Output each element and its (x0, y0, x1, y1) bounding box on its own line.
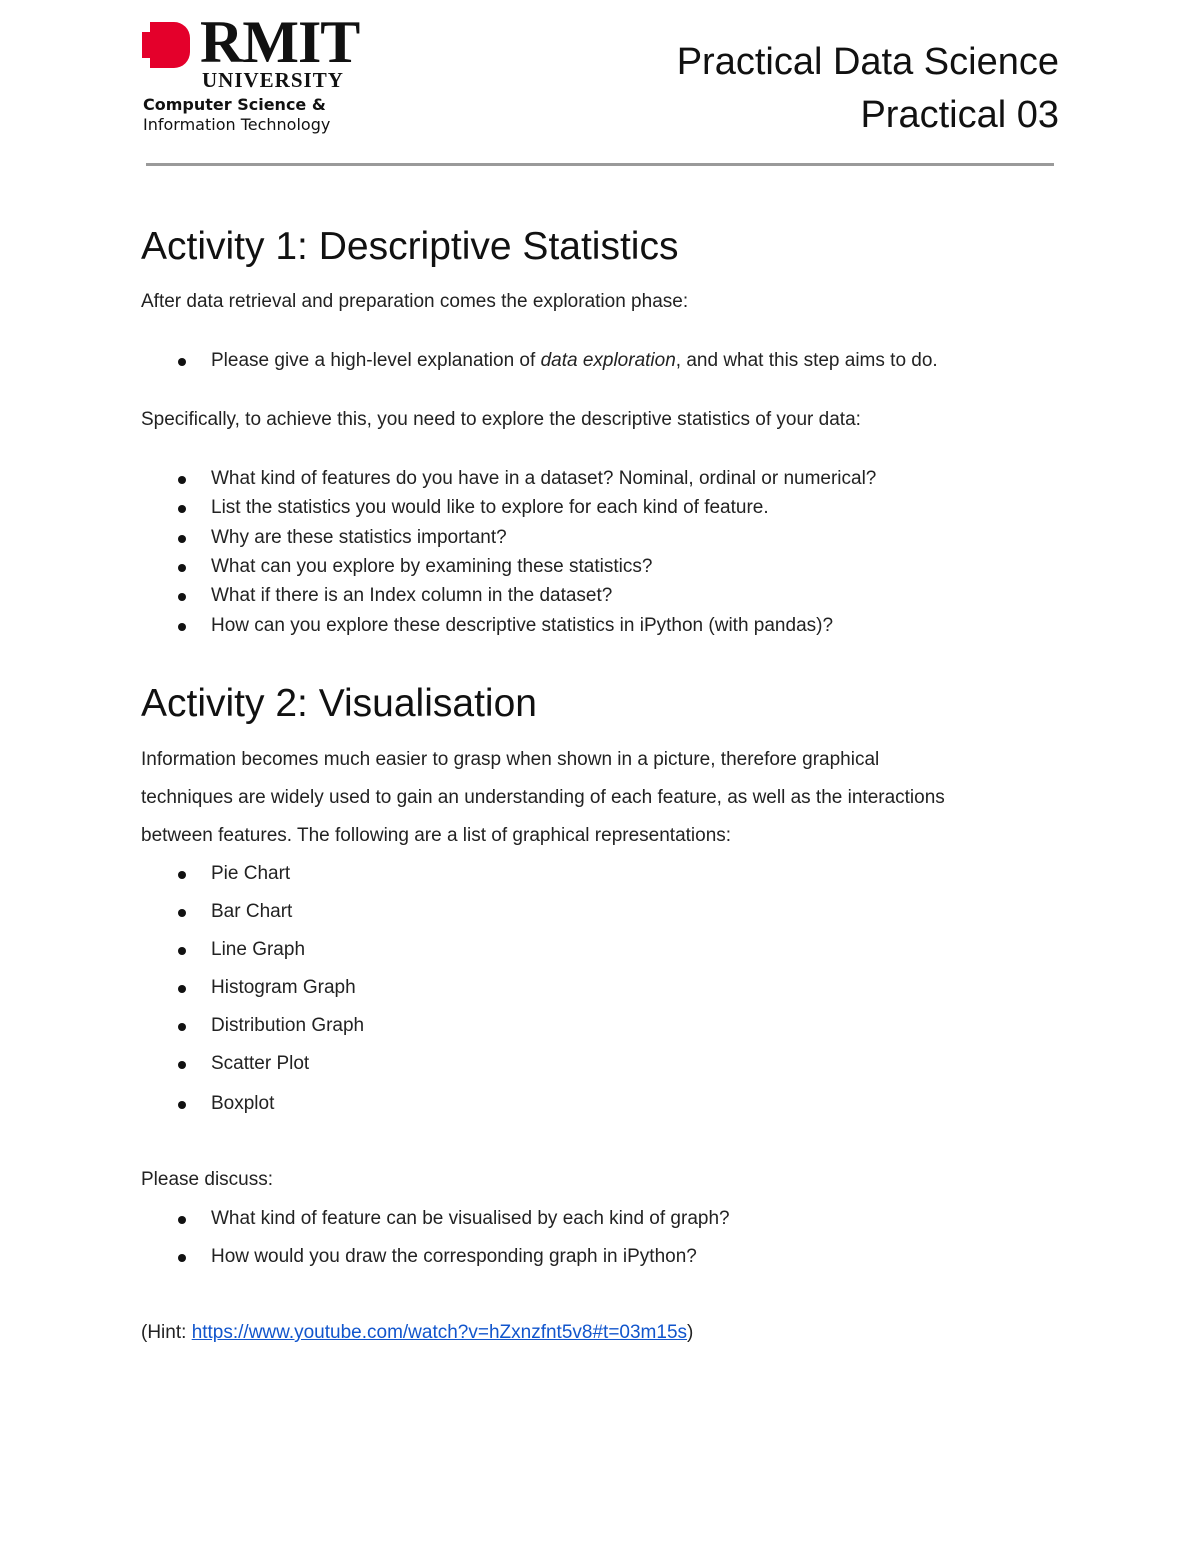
bullet-icon (178, 909, 186, 917)
discuss-item-text: How would you draw the corresponding graph in iPython? (211, 1246, 697, 1267)
course-title: Practical Data Science (676, 41, 1059, 83)
bullet-icon (178, 1254, 186, 1262)
graph-type-text: Bar Chart (211, 901, 293, 922)
bullet-icon (178, 1216, 186, 1224)
list-item-text: Please give a high-level explanation of data exploration, and what this step aims to do. (211, 350, 938, 371)
discuss-item-text: What kind of feature can be visualised by each kind of graph? (211, 1208, 730, 1229)
bullet-icon (178, 564, 186, 572)
bullet-icon (178, 1061, 186, 1069)
question-text: List the statistics you would like to explore for each kind of feature. (211, 497, 769, 518)
bullet-icon (178, 593, 186, 601)
graph-type-text: Boxplot (211, 1093, 275, 1114)
bullet-icon (178, 1101, 186, 1109)
activity1-specific: Specifically, to achieve this, you need to explore the descriptive statistics of your data: (141, 409, 861, 430)
bullet-icon (178, 476, 186, 484)
department-line-1: Computer Science & (143, 95, 326, 114)
rmit-pixel-logo-icon (140, 20, 192, 70)
activity2-heading: Activity 2: Visualisation (141, 682, 537, 725)
header-divider (146, 163, 1054, 166)
bullet-icon (178, 623, 186, 631)
activity1-heading: Activity 1: Descriptive Statistics (141, 225, 679, 268)
document-header-title (677, 36, 1059, 142)
question-text: What if there is an Index column in the dataset? (211, 585, 613, 606)
bullet-icon (178, 985, 186, 993)
practical-number: Practical 03 (860, 94, 1059, 136)
logo-wordmark: RMIT (200, 9, 360, 75)
hint-link[interactable]: https://www.youtube.com/watch?v=hZxnzfnt5v8#t=03m15s (191, 1322, 688, 1343)
question-text: How can you explore these descriptive statistics in iPython (with pandas)? (211, 615, 834, 636)
graph-type-text: Line Graph (211, 939, 306, 960)
activity2-intro-line: Information becomes much easier to grasp when shown in a picture, therefore graphical (141, 749, 880, 770)
question-text: What can you explore by examining these statistics? (211, 556, 653, 577)
question-text: What kind of features do you have in a dataset? Nominal, ordinal or numerical? (211, 468, 877, 489)
bullet-icon (178, 358, 186, 366)
activity1-intro: After data retrieval and preparation comes the exploration phase: (141, 291, 689, 312)
rmit-logo (140, 9, 360, 139)
discuss-label: Please discuss: (141, 1169, 274, 1190)
department-line-2: Information Technology (143, 115, 331, 134)
graph-type-text: Scatter Plot (211, 1053, 310, 1074)
bullet-icon (178, 535, 186, 543)
bullet-icon (178, 505, 186, 513)
graph-type-text: Distribution Graph (211, 1015, 365, 1036)
graph-type-text: Pie Chart (211, 863, 291, 884)
emphasis-text: data exploration (540, 350, 676, 371)
bullet-icon (178, 871, 186, 879)
activity2-intro-line: between features. The following are a list of graphical representations: (141, 825, 732, 846)
logo-subtitle: UNIVERSITY (202, 68, 344, 92)
bullet-icon (178, 1023, 186, 1031)
activity2-intro-line: techniques are widely used to gain an understanding of each feature, as well as the interactions (141, 787, 945, 808)
hint-paragraph: (Hint: https://www.youtube.com/watch?v=hZxnzfnt5v8#t=03m15s) (141, 1322, 694, 1343)
graph-type-text: Histogram Graph (211, 977, 356, 998)
bullet-icon (178, 947, 186, 955)
question-text: Why are these statistics important? (211, 527, 507, 548)
